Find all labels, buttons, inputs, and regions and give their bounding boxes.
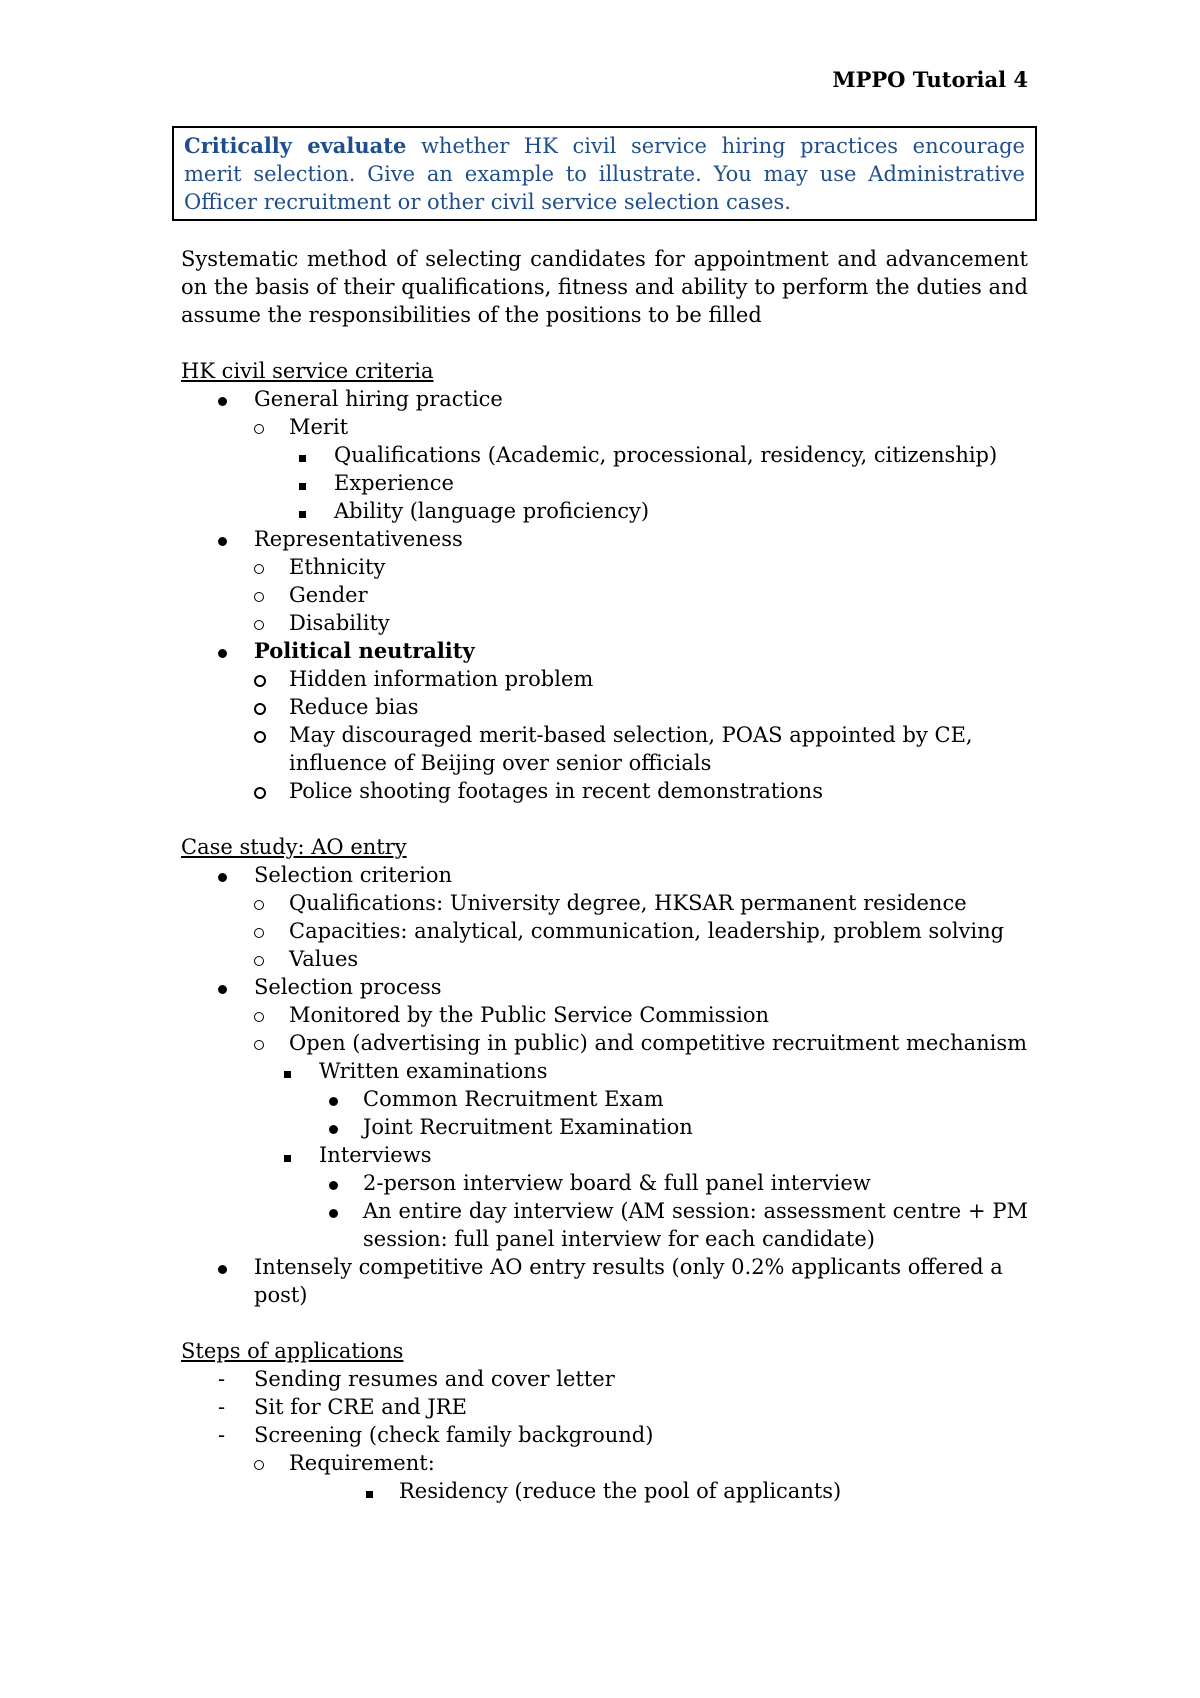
list-item: - Screening (check family background) bbox=[218, 1423, 654, 1447]
case-title: Case study: AO entry bbox=[181, 835, 407, 859]
list-item: 2-person interview board & full panel interview bbox=[181, 1169, 1028, 1197]
list-item: Requirement: bbox=[181, 1449, 1028, 1477]
list-item: Ability (language proficiency) bbox=[181, 497, 1028, 525]
list-item: Qualifications: University degree, HKSAR permanent residence bbox=[181, 889, 1028, 917]
list-item: Reduce bias bbox=[181, 693, 1028, 721]
list-item: Interviews bbox=[181, 1141, 1028, 1169]
intro-paragraph: Systematic method of selecting candidates for appointment and advancement on the basis of their qualifications, fitness and ability to perform the duties and assume the responsibilities of the positions to be filled bbox=[181, 247, 1028, 327]
list-item: Monitored by the Public Service Commission bbox=[181, 1001, 1028, 1029]
list-item: Joint Recruitment Examination bbox=[181, 1113, 1028, 1141]
list-item: - Sit for CRE and JRE bbox=[218, 1395, 467, 1419]
list-item: Hidden information problem bbox=[181, 665, 1028, 693]
list-item: Ethnicity bbox=[181, 553, 1028, 581]
list-item: Representativeness bbox=[181, 525, 1028, 553]
page-header: MPPO Tutorial 4 bbox=[832, 67, 1028, 92]
list-item: Values bbox=[181, 945, 1028, 973]
list-item: Qualifications (Academic, processional, residency, citizenship) bbox=[181, 441, 1028, 469]
list-item: Disability bbox=[181, 609, 1028, 637]
list-item: Merit bbox=[181, 413, 1028, 441]
list-item: Political neutrality bbox=[181, 637, 1028, 665]
list-item: Open (advertising in public) and competitive recruitment mechanism bbox=[181, 1029, 1028, 1057]
list-item: Police shooting footages in recent demonstrations bbox=[181, 777, 1028, 805]
list-item: Capacities: analytical, communication, leadership, problem solving bbox=[181, 917, 1028, 945]
list-item: Selection process bbox=[181, 973, 1028, 1001]
steps-title: Steps of applications bbox=[181, 1339, 404, 1363]
list-item: - Sending resumes and cover letter bbox=[218, 1367, 615, 1391]
steps-section bbox=[181, 1337, 1028, 1505]
criteria-section bbox=[181, 357, 1028, 805]
list-item: Selection criterion bbox=[181, 861, 1028, 889]
question-box bbox=[172, 126, 1037, 221]
list-item: Gender bbox=[181, 581, 1028, 609]
criteria-title: HK civil service criteria bbox=[181, 359, 434, 383]
case-section bbox=[181, 833, 1028, 1309]
list-item: Experience bbox=[181, 469, 1028, 497]
list-item: Residency (reduce the pool of applicants) bbox=[181, 1477, 1028, 1505]
question-text: whether HK civil service hiring practices encourage merit selection. Give an example to illustrate. You may use Administrative Officer recruitment or other civil service selection cases. bbox=[184, 134, 1025, 214]
list-item: Intensely competitive AO entry results (only 0.2% applicants offered a post) bbox=[181, 1253, 1028, 1309]
question-lead: Critically evaluate bbox=[184, 133, 407, 158]
list-item: General hiring practice bbox=[181, 385, 1028, 413]
list-item: Written examinations bbox=[181, 1057, 1028, 1085]
list-item: An entire day interview (AM session: assessment centre + PM session: full panel interview for each candidate) bbox=[181, 1197, 1028, 1253]
list-item: May discouraged merit-based selection, POAS appointed by CE, influence of Beijing over senior officials bbox=[181, 721, 1028, 777]
list-item: Common Recruitment Exam bbox=[181, 1085, 1028, 1113]
